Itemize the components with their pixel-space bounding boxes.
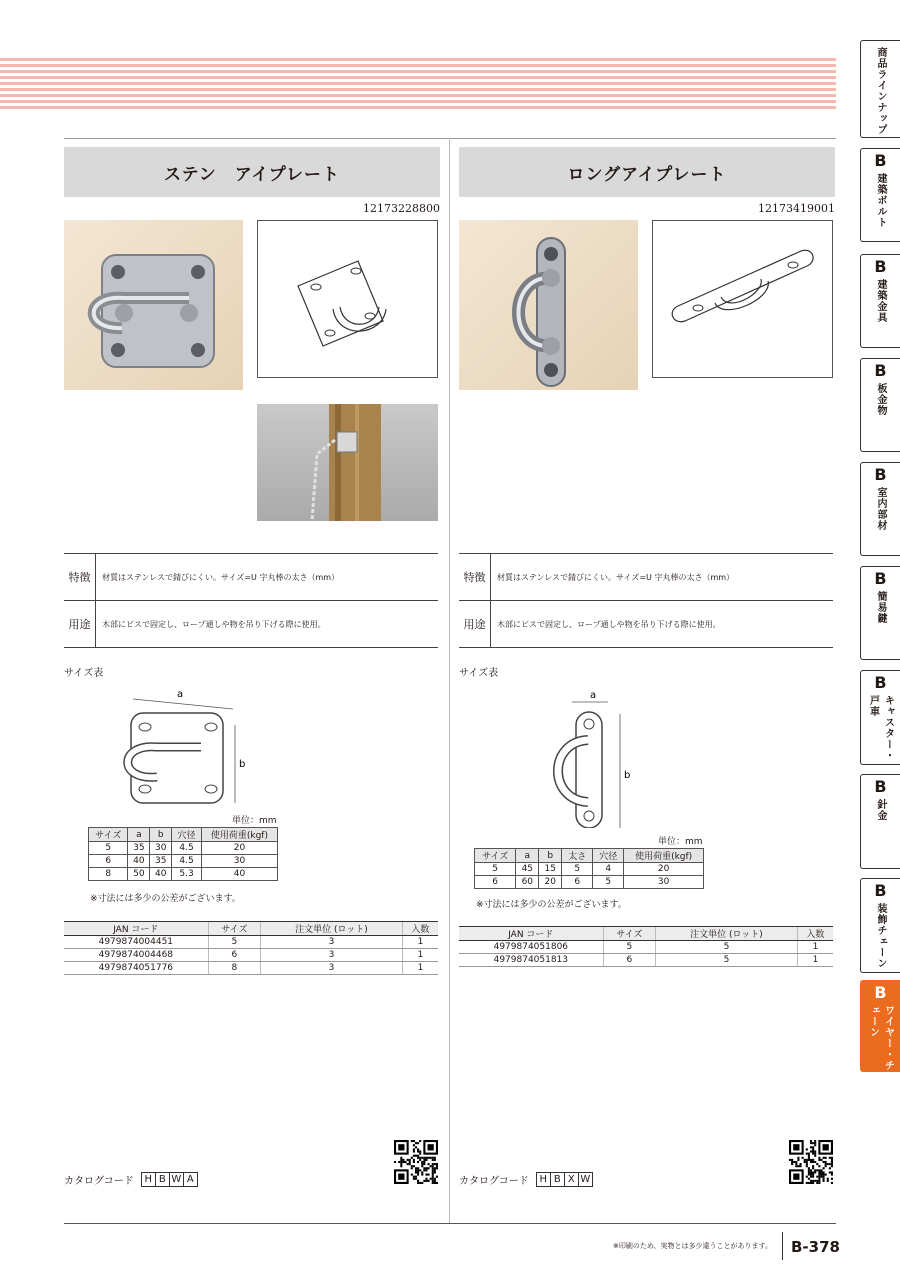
top-rule [64, 138, 836, 139]
side-tab-label: 板金物 [875, 383, 886, 416]
size-cell: 4 [593, 863, 624, 876]
size-cell: 35 [150, 855, 172, 868]
size-cell: 60 [516, 876, 539, 889]
size-cell: 40 [150, 868, 172, 881]
size-header-cell: 使用荷重(kgf) [624, 849, 704, 863]
size-header-cell: 使用荷重(kgf) [201, 828, 277, 842]
side-tab-label: ワイヤー・チェーン [867, 1005, 894, 1071]
side-tab-label: 室内部材 [875, 487, 886, 531]
jan-cell: 1 [402, 962, 438, 975]
jan-cell: 1 [797, 941, 833, 954]
dim-a-label: a [177, 689, 184, 700]
jan-header-cell: JAN コード [459, 927, 603, 941]
size-cell: 6 [89, 855, 128, 868]
jan-cell: 4979874004468 [64, 949, 208, 962]
side-tab-label: 建築金具 [875, 279, 886, 323]
jan-table-header [64, 922, 438, 936]
jan-table-body [64, 936, 438, 975]
catalog-code-char: A [183, 1172, 198, 1187]
size-header-cell: サイズ [89, 828, 128, 842]
jan-row [64, 936, 438, 949]
catalog-code-char: B [155, 1172, 170, 1187]
usage-row [64, 601, 438, 648]
catalog-code-char: X [564, 1172, 579, 1187]
size-cell: 50 [128, 868, 150, 881]
jan-table [64, 921, 438, 975]
jan-row [64, 962, 438, 975]
product-column-eye-plate [64, 147, 440, 218]
jan-cell: 4979874051813 [459, 954, 603, 967]
unit-label: 単位：mm [232, 816, 277, 826]
jan-table-header [459, 927, 833, 941]
catalog-code-boxes [142, 1172, 198, 1187]
size-table [474, 848, 704, 889]
size-cell: 40 [128, 855, 150, 868]
side-tab-label: 装飾チェーン [875, 903, 886, 969]
print-footnote: ※印刷のため、実物とは多少違うことがあります。 [612, 1242, 772, 1250]
side-tab-prefix: B [874, 983, 887, 1002]
jan-cell: 4979874051776 [64, 962, 208, 975]
jan-cell: 1 [797, 954, 833, 967]
usage-label: 用途 [459, 601, 491, 647]
features-row [64, 554, 438, 601]
dim-b-label: b [624, 770, 631, 781]
size-table [88, 827, 278, 881]
size-cell: 40 [201, 868, 277, 881]
jan-row [459, 941, 833, 954]
size-cell: 20 [624, 863, 704, 876]
size-cell: 5.3 [172, 868, 202, 881]
jan-table [459, 926, 833, 967]
page-number: B-378 [782, 1232, 840, 1260]
catalog-code-char: H [141, 1172, 156, 1187]
tolerance-note: ※寸法には多少の公差がございます。 [476, 900, 627, 910]
product-line-drawing [652, 220, 833, 378]
size-cell: 20 [539, 876, 562, 889]
jan-cell: 6 [208, 949, 260, 962]
size-header-cell: 穴径 [593, 849, 624, 863]
jan-header-cell: サイズ [603, 927, 655, 941]
jan-cell: 5 [603, 941, 655, 954]
product-title: ロングアイプレート [567, 164, 727, 185]
product-code: 12173419001 [758, 202, 835, 215]
size-cell: 6 [475, 876, 516, 889]
features-label: 特徴 [64, 554, 96, 600]
unit-label: 単位：mm [658, 837, 703, 847]
size-cell: 5 [593, 876, 624, 889]
jan-header-cell: 入数 [402, 922, 438, 936]
jan-cell: 3 [261, 962, 403, 975]
product-photo [459, 220, 638, 390]
jan-header-cell: 注文単位 (ロット) [656, 927, 798, 941]
side-tab-label: 針金 [875, 799, 886, 821]
tolerance-note: ※寸法には多少の公差がございます。 [90, 894, 241, 904]
size-table-label: サイズ表 [459, 668, 499, 679]
jan-cell: 5 [208, 936, 260, 949]
size-cell: 4.5 [172, 855, 202, 868]
product-line-drawing [257, 220, 438, 378]
size-table-label: サイズ表 [64, 668, 104, 679]
usage-label: 用途 [64, 601, 96, 647]
dim-a-label: a [590, 690, 597, 701]
size-header-cell: a [516, 849, 539, 863]
jan-cell: 4979874051806 [459, 941, 603, 954]
usage-photo [257, 404, 438, 521]
jan-cell: 6 [603, 954, 655, 967]
size-header-cell: 太さ [562, 849, 593, 863]
jan-row [64, 949, 438, 962]
side-tab-prefix: B [874, 881, 887, 900]
size-cell: 30 [624, 876, 704, 889]
size-cell: 5 [562, 863, 593, 876]
header-stripes [0, 58, 836, 110]
catalog-code-char: W [169, 1172, 184, 1187]
catalog-code [459, 1172, 593, 1187]
size-table-header [475, 849, 704, 863]
side-tab-label: キャスター・戸車 [867, 695, 894, 761]
side-tab [860, 148, 900, 242]
side-tab-label: 商品ラインナップ [875, 47, 886, 135]
jan-cell: 3 [261, 949, 403, 962]
qr-code-icon [789, 1140, 833, 1184]
side-tab-prefix: B [874, 151, 887, 170]
qr-code-icon [394, 1140, 438, 1184]
catalog-code-char: W [578, 1172, 593, 1187]
side-tab-label: 簡易鍵 [875, 591, 886, 624]
size-row [89, 855, 278, 868]
jan-header-cell: 入数 [797, 927, 833, 941]
product-title-bar [64, 147, 440, 197]
size-table-body [89, 842, 278, 881]
dimension-diagram [115, 685, 255, 810]
size-cell: 8 [89, 868, 128, 881]
size-row [475, 863, 704, 876]
jan-header-cell: JAN コード [64, 922, 208, 936]
side-tab-prefix: B [874, 673, 887, 692]
size-cell: 5 [89, 842, 128, 855]
features-text: 材質はステンレスで錆びにくい。サイズ=U 字丸棒の太さ（mm） [497, 572, 735, 582]
catalog-code-boxes [537, 1172, 593, 1187]
jan-header-cell: サイズ [208, 922, 260, 936]
usage-text: 木部にビスで固定し、ロープ通しや物を吊り下げる際に使用。 [102, 619, 326, 629]
side-tab-prefix: B [874, 569, 887, 588]
jan-cell: 1 [402, 936, 438, 949]
size-cell: 20 [201, 842, 277, 855]
usage-text: 木部にビスで固定し、ロープ通しや物を吊り下げる際に使用。 [497, 619, 721, 629]
jan-cell: 8 [208, 962, 260, 975]
size-cell: 30 [201, 855, 277, 868]
side-tab [860, 40, 900, 138]
side-tab [860, 878, 900, 973]
size-header-cell: b [539, 849, 562, 863]
product-code: 12173228800 [363, 202, 440, 215]
size-cell: 15 [539, 863, 562, 876]
jan-cell: 5 [656, 954, 798, 967]
size-row [89, 842, 278, 855]
side-tab-label: 建築ボルト [875, 173, 886, 228]
size-header-cell: a [128, 828, 150, 842]
side-tab-prefix: B [874, 361, 887, 380]
spec-table [459, 553, 833, 648]
side-tab-prefix: B [874, 777, 887, 796]
side-tab [860, 358, 900, 452]
features-text: 材質はステンレスで錆びにくい。サイズ=U 字丸棒の太さ（mm） [102, 572, 340, 582]
catalog-code-char: H [536, 1172, 551, 1187]
features-label: 特徴 [459, 554, 491, 600]
product-title: ステン アイプレート [163, 164, 341, 185]
size-table-header [89, 828, 278, 842]
size-header-cell: b [150, 828, 172, 842]
jan-cell: 5 [656, 941, 798, 954]
side-tab [860, 566, 900, 660]
side-tab [860, 980, 900, 1072]
size-cell: 5 [475, 863, 516, 876]
size-row [89, 868, 278, 881]
size-cell: 30 [150, 842, 172, 855]
jan-header-cell: 注文単位 (ロット) [261, 922, 403, 936]
size-cell: 6 [562, 876, 593, 889]
catalog-label: カタログコード [459, 1176, 529, 1187]
bottom-rule [64, 1223, 836, 1224]
side-tab-prefix: B [874, 257, 887, 276]
side-tab [860, 670, 900, 765]
side-tab [860, 462, 900, 556]
column-divider [449, 138, 450, 1223]
dimension-diagram [548, 688, 638, 828]
size-cell: 35 [128, 842, 150, 855]
jan-row [459, 954, 833, 967]
side-tab [860, 774, 900, 869]
jan-cell: 1 [402, 949, 438, 962]
size-header-cell: 穴径 [172, 828, 202, 842]
usage-row [459, 601, 833, 648]
size-cell: 45 [516, 863, 539, 876]
size-row [475, 876, 704, 889]
catalog-code [64, 1172, 198, 1187]
catalog-label: カタログコード [64, 1176, 134, 1187]
jan-cell: 4979874004451 [64, 936, 208, 949]
size-header-cell: サイズ [475, 849, 516, 863]
dim-b-label: b [239, 759, 246, 770]
size-cell: 4.5 [172, 842, 202, 855]
side-tab [860, 254, 900, 348]
catalog-code-char: B [550, 1172, 565, 1187]
size-table-body [475, 863, 704, 889]
jan-table-body [459, 941, 833, 967]
product-photo [64, 220, 243, 390]
product-title-bar [459, 147, 835, 197]
spec-table [64, 553, 438, 648]
features-row [459, 554, 833, 601]
jan-cell: 3 [261, 936, 403, 949]
product-column-long-eye-plate [459, 147, 835, 218]
side-tab-prefix: B [874, 465, 887, 484]
